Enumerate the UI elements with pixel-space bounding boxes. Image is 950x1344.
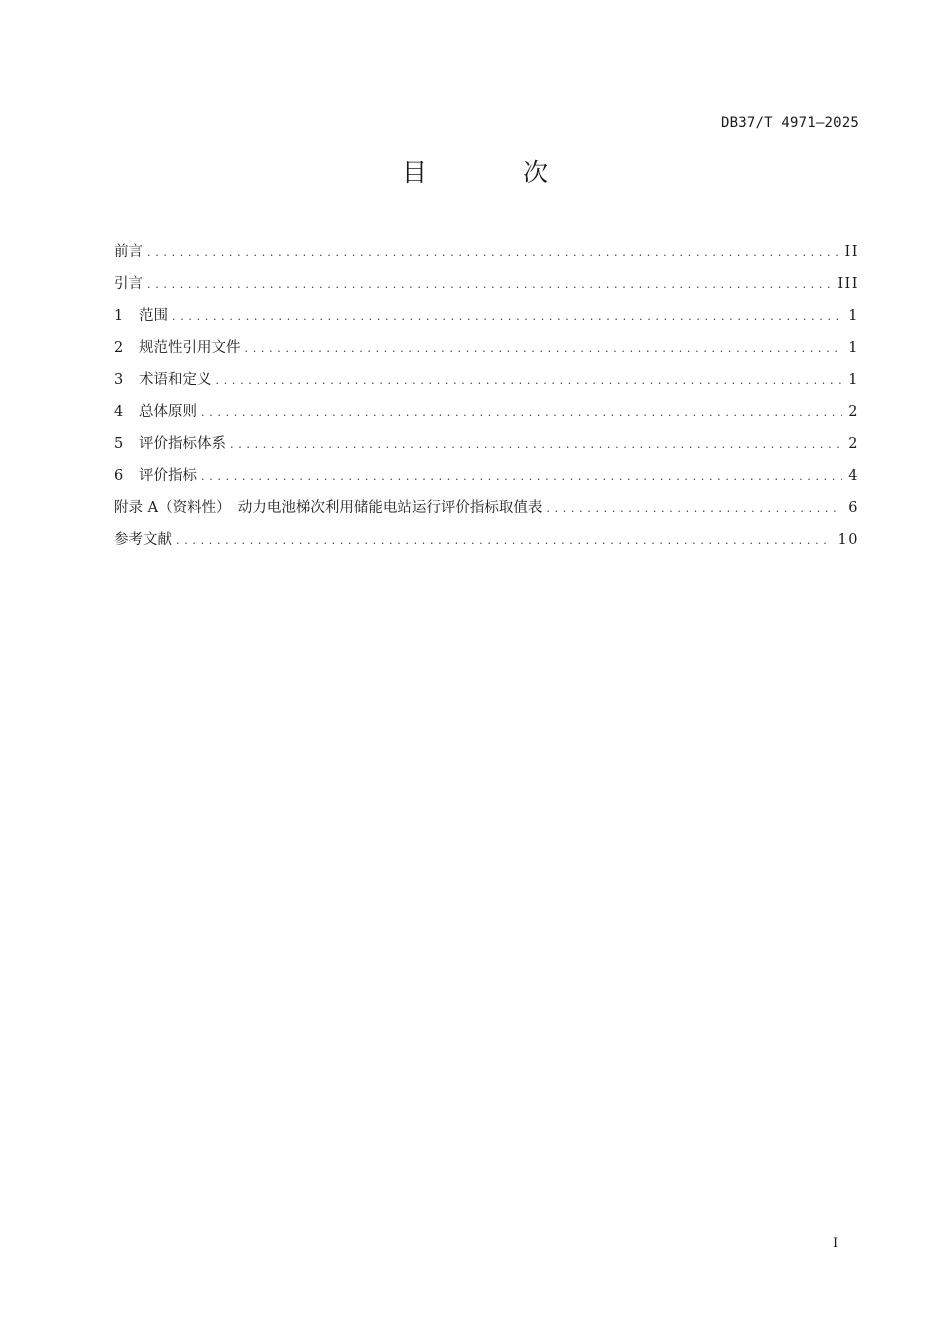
toc-entry-foreword[interactable] bbox=[114, 240, 859, 272]
toc-entry-terms-definitions[interactable] bbox=[114, 368, 859, 400]
toc-leader-dots bbox=[216, 377, 843, 391]
toc-entry-page: III bbox=[837, 276, 859, 292]
toc-entry-general-principles[interactable] bbox=[114, 400, 859, 432]
toc-entry-page: 1 bbox=[848, 308, 859, 324]
toc-leader-dots bbox=[147, 281, 831, 295]
toc-leader-dots bbox=[546, 505, 842, 519]
toc-entry-page: 1 bbox=[848, 340, 859, 356]
toc-entry-page: 1 bbox=[848, 372, 859, 388]
toc-leader-dots bbox=[245, 345, 843, 359]
document-code: DB37/T 4971—2025 bbox=[720, 115, 859, 131]
toc-entry-label: 术语和定义 bbox=[139, 372, 212, 388]
toc-entry-appendix-a[interactable] bbox=[114, 496, 859, 528]
toc-leader-dots bbox=[201, 473, 842, 487]
toc-entry-number: 5 bbox=[114, 436, 124, 452]
toc-entry-number: 6 bbox=[114, 468, 124, 484]
page-number: I bbox=[833, 1236, 839, 1251]
toc-entry-page: II bbox=[844, 244, 859, 260]
toc-entry-introduction[interactable] bbox=[114, 272, 859, 304]
toc-entry-label: 参考文献 bbox=[114, 532, 172, 548]
toc-entry-label: 附录 A（资料性） 动力电池梯次利用储能电站运行评价指标取值表 bbox=[114, 500, 543, 516]
toc-entry-bibliography[interactable] bbox=[114, 528, 859, 560]
toc-entry-scope[interactable] bbox=[114, 304, 859, 336]
toc-entry-label: 评价指标 bbox=[139, 468, 197, 484]
toc-entry-page: 10 bbox=[837, 532, 859, 548]
toc-entry-page: 4 bbox=[848, 468, 859, 484]
toc-entry-label: 前言 bbox=[114, 244, 143, 260]
toc-leader-dots bbox=[176, 537, 832, 551]
toc-entry-number: 1 bbox=[114, 308, 124, 324]
toc-entry-label: 范围 bbox=[139, 308, 168, 324]
toc-entry-label: 规范性引用文件 bbox=[139, 340, 241, 356]
page-title: 目 次 bbox=[402, 158, 592, 187]
toc-leader-dots bbox=[201, 409, 842, 423]
toc-entry-number: 4 bbox=[114, 404, 124, 420]
toc-entry-indicators[interactable] bbox=[114, 464, 859, 496]
toc-entry-label: 引言 bbox=[114, 276, 143, 292]
toc-leader-dots bbox=[230, 441, 842, 455]
toc-entry-page: 2 bbox=[848, 404, 859, 420]
toc-entry-page: 6 bbox=[848, 500, 859, 516]
toc-leader-dots bbox=[147, 249, 839, 263]
table-of-contents bbox=[114, 240, 859, 560]
toc-entry-number: 3 bbox=[114, 372, 124, 388]
toc-entry-label: 评价指标体系 bbox=[139, 436, 226, 452]
toc-entry-normative-references[interactable] bbox=[114, 336, 859, 368]
toc-entry-number: 2 bbox=[114, 340, 124, 356]
toc-entry-indicator-system[interactable] bbox=[114, 432, 859, 464]
toc-entry-label: 总体原则 bbox=[139, 404, 197, 420]
toc-entry-page: 2 bbox=[848, 436, 859, 452]
toc-leader-dots bbox=[172, 313, 842, 327]
